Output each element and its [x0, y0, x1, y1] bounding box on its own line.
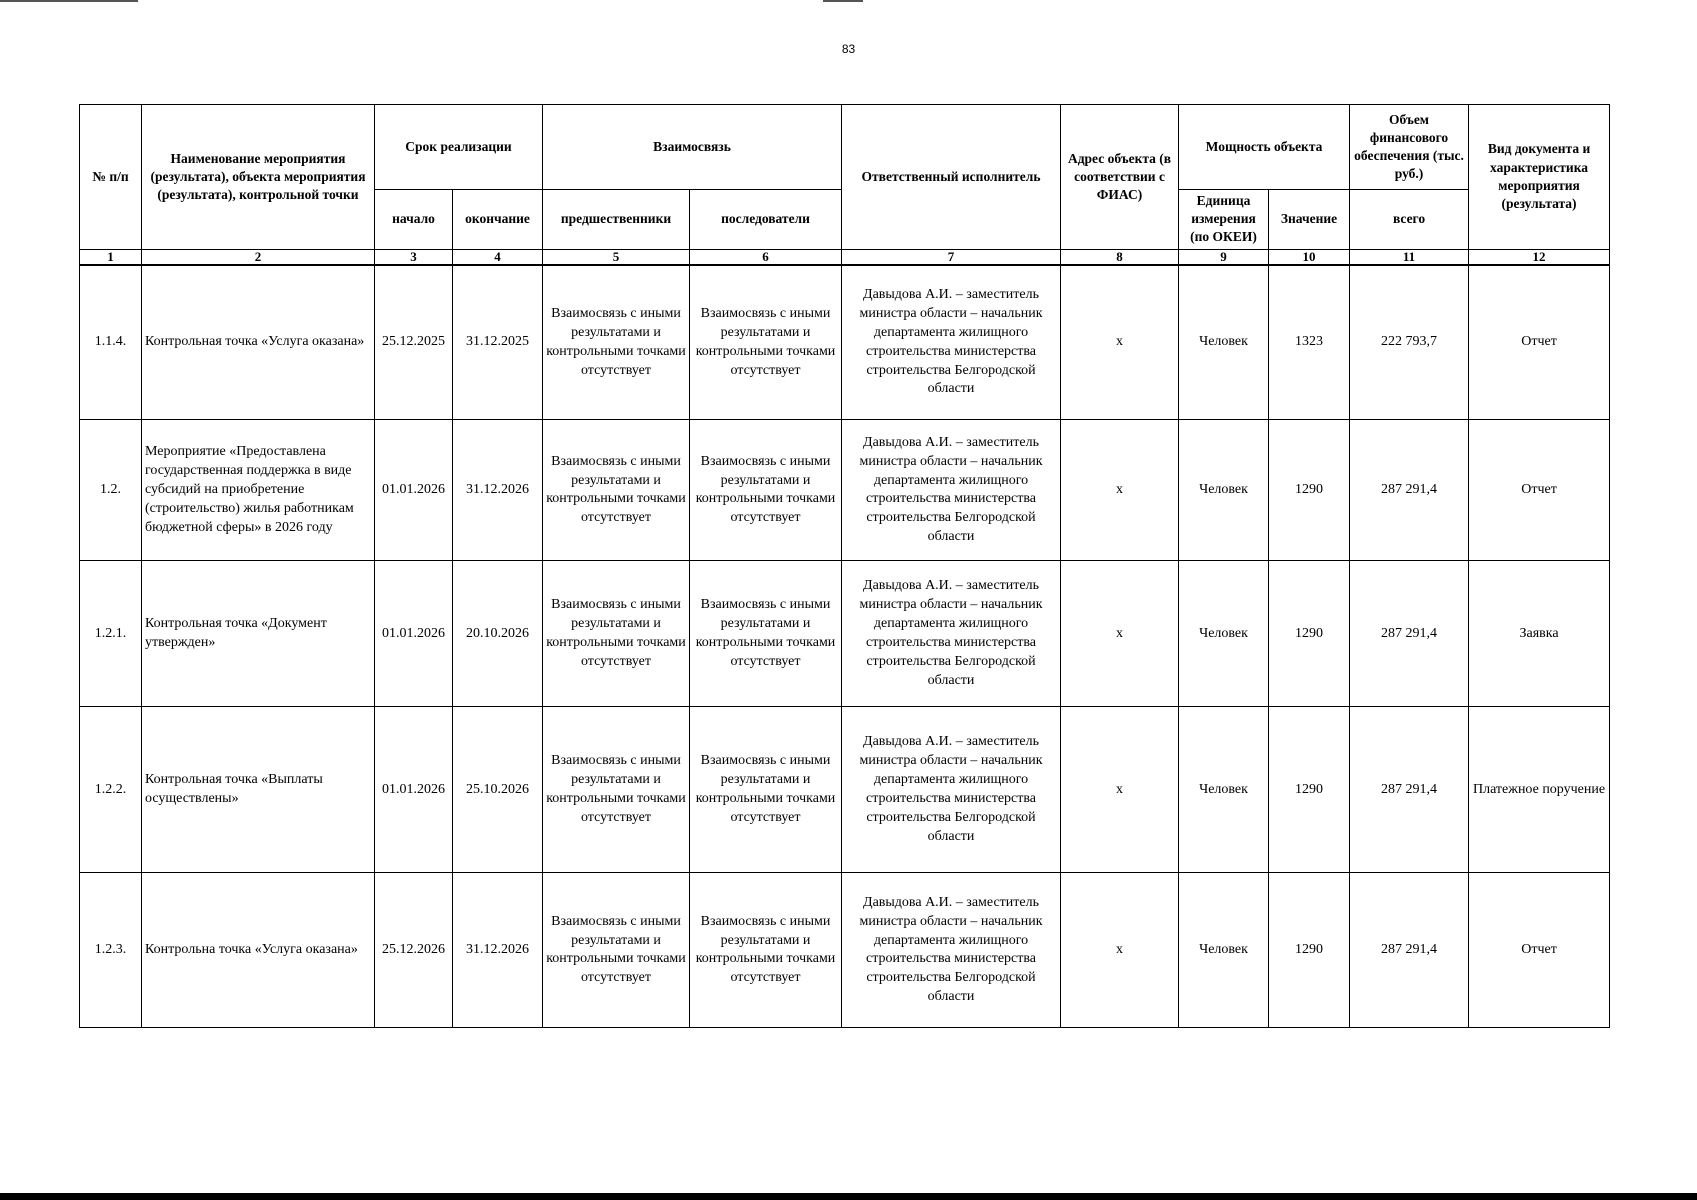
header-doc-type: Вид документа и характеристика мероприятия (результата): [1469, 105, 1610, 250]
column-number: 5: [543, 249, 690, 265]
row-start: 01.01.2026: [375, 561, 453, 707]
header-term-end: окончание: [453, 190, 543, 250]
row-unit: Человек: [1179, 561, 1269, 707]
column-number: 3: [375, 249, 453, 265]
header-address: Адрес объекта (в соответствии с ФИАС): [1061, 105, 1179, 250]
row-start: 25.12.2025: [375, 265, 453, 420]
row-end: 31.12.2026: [453, 420, 543, 561]
row-doc: Заявка: [1469, 561, 1610, 707]
row-executor: Давыдова А.И. – заместитель министра области – начальник департамента жилищного строительства министерства строительства Белгородской области: [842, 420, 1061, 561]
row-unit: Человек: [1179, 707, 1269, 873]
row-successors: Взаимосвязь с иными результатами и контрольными точками отсутствует: [690, 561, 842, 707]
row-predecessors: Взаимосвязь с иными результатами и контрольными точками отсутствует: [543, 561, 690, 707]
column-number: 2: [142, 249, 375, 265]
top-rule-left: [0, 0, 138, 2]
header-name: Наименование мероприятия (результата), объекта мероприятия (результата), контрольной точки: [142, 105, 375, 250]
row-name: Контрольная точка «Документ утвержден»: [142, 561, 375, 707]
column-number: 7: [842, 249, 1061, 265]
row-start: 25.12.2026: [375, 873, 453, 1028]
row-num: 1.2.: [80, 420, 142, 561]
row-name: Контрольная точка «Выплаты осуществлены»: [142, 707, 375, 873]
header-capacity: Мощность объекта: [1179, 105, 1350, 190]
row-address: х: [1061, 561, 1179, 707]
column-number: 6: [690, 249, 842, 265]
row-executor: Давыдова А.И. – заместитель министра области – начальник департамента жилищного строительства министерства строительства Белгородской области: [842, 873, 1061, 1028]
column-number: 4: [453, 249, 543, 265]
header-term-start: начало: [375, 190, 453, 250]
row-end: 31.12.2026: [453, 873, 543, 1028]
row-successors: Взаимосвязь с иными результатами и контрольными точками отсутствует: [690, 873, 842, 1028]
row-finance: 287 291,4: [1350, 561, 1469, 707]
row-predecessors: Взаимосвязь с иными результатами и контрольными точками отсутствует: [543, 265, 690, 420]
header-row-1: [80, 105, 1610, 190]
header-executor: Ответственный исполнитель: [842, 105, 1061, 250]
row-successors: Взаимосвязь с иными результатами и контрольными точками отсутствует: [690, 420, 842, 561]
row-executor: Давыдова А.И. – заместитель министра области – начальник департамента жилищного строительства министерства строительства Белгородской области: [842, 707, 1061, 873]
table-row: [80, 265, 1610, 420]
row-end: 20.10.2026: [453, 561, 543, 707]
column-number: 1: [80, 249, 142, 265]
row-doc: Платежное поручение: [1469, 707, 1610, 873]
row-num: 1.1.4.: [80, 265, 142, 420]
column-numbers-row: [80, 249, 1610, 265]
row-name: Контрольна точка «Услуга оказана»: [142, 873, 375, 1028]
row-address: х: [1061, 265, 1179, 420]
row-value: 1323: [1269, 265, 1350, 420]
row-end: 31.12.2025: [453, 265, 543, 420]
row-successors: Взаимосвязь с иными результатами и контрольными точками отсутствует: [690, 265, 842, 420]
row-predecessors: Взаимосвязь с иными результатами и контрольными точками отсутствует: [543, 873, 690, 1028]
row-num: 1.2.2.: [80, 707, 142, 873]
row-value: 1290: [1269, 420, 1350, 561]
bottom-scan-edge: [0, 1193, 1697, 1200]
row-doc: Отчет: [1469, 265, 1610, 420]
row-address: х: [1061, 707, 1179, 873]
row-unit: Человек: [1179, 420, 1269, 561]
table-row: [80, 707, 1610, 873]
row-doc: Отчет: [1469, 873, 1610, 1028]
table-row: [80, 561, 1610, 707]
column-number: 11: [1350, 249, 1469, 265]
column-number: 12: [1469, 249, 1610, 265]
events-table: [79, 104, 1610, 1028]
header-finance: Объем финансового обеспечения (тыс. руб.): [1350, 105, 1469, 190]
row-num: 1.2.3.: [80, 873, 142, 1028]
row-unit: Человек: [1179, 873, 1269, 1028]
row-start: 01.01.2026: [375, 420, 453, 561]
row-finance: 222 793,7: [1350, 265, 1469, 420]
row-doc: Отчет: [1469, 420, 1610, 561]
row-name: Контрольная точка «Услуга оказана»: [142, 265, 375, 420]
column-number: 10: [1269, 249, 1350, 265]
header-link-pred: предшественники: [543, 190, 690, 250]
row-num: 1.2.1.: [80, 561, 142, 707]
column-number: 8: [1061, 249, 1179, 265]
row-address: х: [1061, 420, 1179, 561]
row-executor: Давыдова А.И. – заместитель министра области – начальник департамента жилищного строительства министерства строительства Белгородской области: [842, 265, 1061, 420]
row-address: х: [1061, 873, 1179, 1028]
row-predecessors: Взаимосвязь с иными результатами и контрольными точками отсутствует: [543, 420, 690, 561]
page-number: 83: [841, 42, 856, 56]
row-successors: Взаимосвязь с иными результатами и контрольными точками отсутствует: [690, 707, 842, 873]
row-value: 1290: [1269, 707, 1350, 873]
column-number: 9: [1179, 249, 1269, 265]
row-start: 01.01.2026: [375, 707, 453, 873]
row-end: 25.10.2026: [453, 707, 543, 873]
header-term: Срок реализации: [375, 105, 543, 190]
row-finance: 287 291,4: [1350, 420, 1469, 561]
row-predecessors: Взаимосвязь с иными результатами и контрольными точками отсутствует: [543, 707, 690, 873]
row-unit: Человек: [1179, 265, 1269, 420]
header-link: Взаимосвязь: [543, 105, 842, 190]
header-value: Значение: [1269, 190, 1350, 250]
row-name: Мероприятие «Предоставлена государственная поддержка в виде субсидий на приобретение (строительство) жилья работникам бюджетной сферы» в 2026 году: [142, 420, 375, 561]
top-rule-center: [823, 0, 863, 2]
table-row: [80, 873, 1610, 1028]
header-link-succ: последователи: [690, 190, 842, 250]
row-value: 1290: [1269, 561, 1350, 707]
row-finance: 287 291,4: [1350, 707, 1469, 873]
header-num: № п/п: [80, 105, 142, 250]
header-unit: Единица измерения (по ОКЕИ): [1179, 190, 1269, 250]
header-finance-total: всего: [1350, 190, 1469, 250]
row-value: 1290: [1269, 873, 1350, 1028]
row-executor: Давыдова А.И. – заместитель министра области – начальник департамента жилищного строительства министерства строительства Белгородской области: [842, 561, 1061, 707]
row-finance: 287 291,4: [1350, 873, 1469, 1028]
table-row: [80, 420, 1610, 561]
